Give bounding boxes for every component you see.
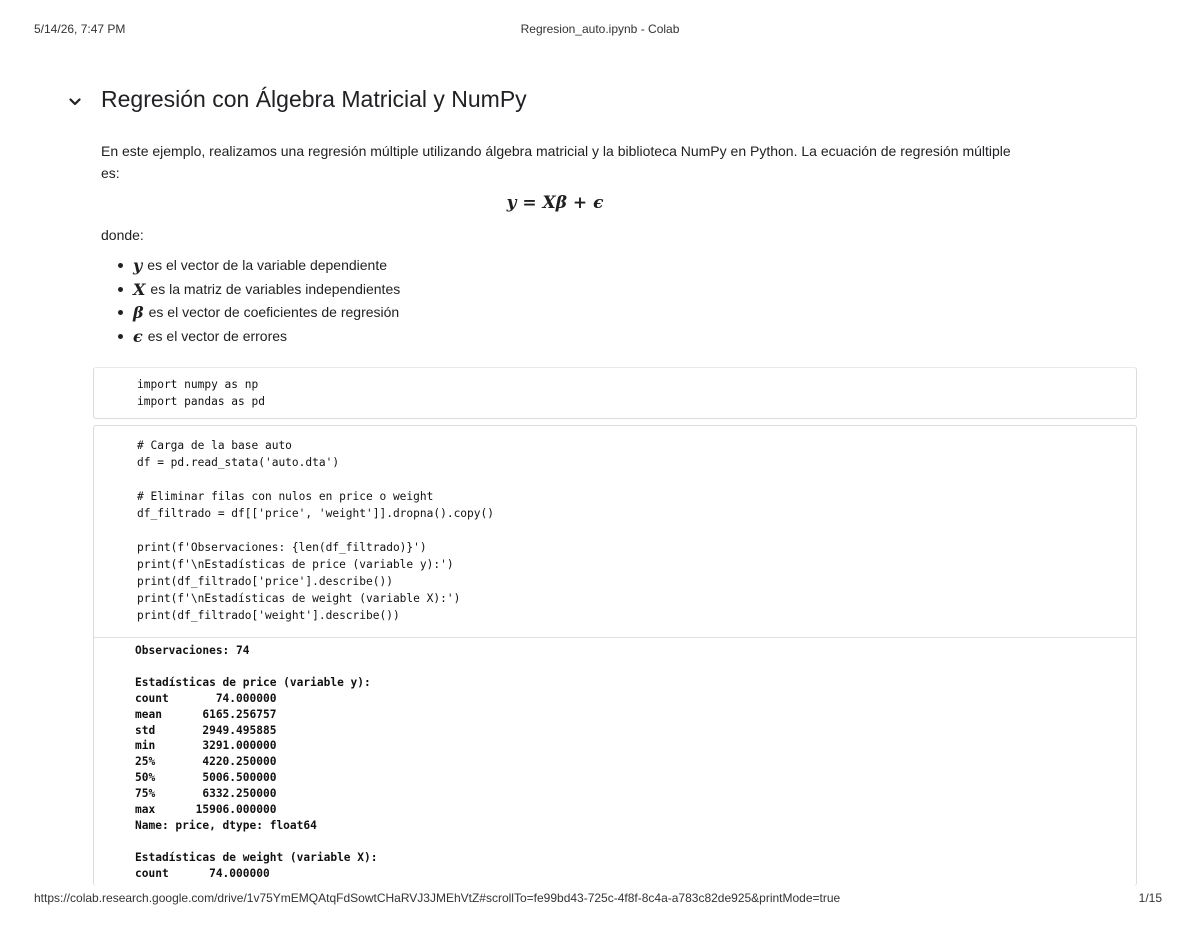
print-page-number: 1/15 <box>1138 891 1162 905</box>
list-item <box>118 301 400 325</box>
regression-equation: y = Xβ + ϵ <box>506 193 604 213</box>
code-editor[interactable]: import numpy as np import pandas as pd <box>137 378 265 408</box>
print-page-title: Regresion_auto.ipynb - Colab <box>520 22 680 36</box>
print-datetime: 5/14/26, 7:47 PM <box>34 22 126 36</box>
math-symbol: y <box>133 256 143 275</box>
list-item <box>118 325 400 349</box>
section-title: Regresión con Álgebra Matricial y NumPy <box>101 86 527 112</box>
list-item <box>118 254 400 278</box>
markdown-intro: En este ejemplo, realizamos una regresión múltiple utilizando álgebra matricial y la biblioteca NumPy en Python. La ecuación de regresión múltiple es: <box>101 143 1011 181</box>
definition-list <box>118 254 400 348</box>
print-url: https://colab.research.google.com/drive/1v75YmEMQAtqFdSowtCHaRVJ3JMEhVtZ#scrollTo=fe99bd43-725c-4f8f-8c4a-a783c82de925&printMode=true <box>34 891 841 905</box>
list-item-text: es el vector de la variable dependiente <box>147 257 388 273</box>
bullet-dot <box>118 287 123 292</box>
code-cell-imports[interactable] <box>93 367 1137 419</box>
output-text: Observaciones: 74 Estadísticas de price (variable y): count 74.000000 mean 6165.256757 std 2949.495885 min 3291.000000 25% 4220.250000 50% 5006.500000 75% 6332.250000 max 15906.000000 Name: price, dtype: float64 Estadísticas de weight (variable X): count 74.000000 <box>135 644 378 880</box>
cell-output <box>94 637 1136 886</box>
list-item-text: es el vector de errores <box>147 327 288 344</box>
code-cell-load-data[interactable] <box>93 425 1137 886</box>
section-collapse-button[interactable] <box>66 93 84 111</box>
bullet-dot <box>118 334 123 339</box>
code-editor[interactable]: # Carga de la base auto df = pd.read_stata('auto.dta') # Eliminar filas con nulos en price o weight df_filtrado = df[['price', 'weight']].dropna().copy() print(f'Observaciones: {len(df_filtrado)}') print(f'\nEstadísticas de price (variable y):') print(df_filtrado['price'].describe()) print(f'\nEstadísticas de weight (variable X):') print(df_filtrado['weight'].describe()) <box>137 439 494 622</box>
chevron-down-icon <box>69 98 81 106</box>
math-symbol: β <box>133 303 144 322</box>
list-item-text: es la matriz de variables independientes <box>150 280 401 297</box>
markdown-donde: donde: <box>101 227 144 243</box>
math-symbol: ϵ <box>133 326 143 346</box>
list-item-text: es el vector de coeficientes de regresión <box>148 304 400 320</box>
bullet-dot <box>118 310 123 315</box>
bullet-dot <box>118 263 123 268</box>
list-item <box>118 278 400 302</box>
math-symbol: X <box>133 279 146 299</box>
